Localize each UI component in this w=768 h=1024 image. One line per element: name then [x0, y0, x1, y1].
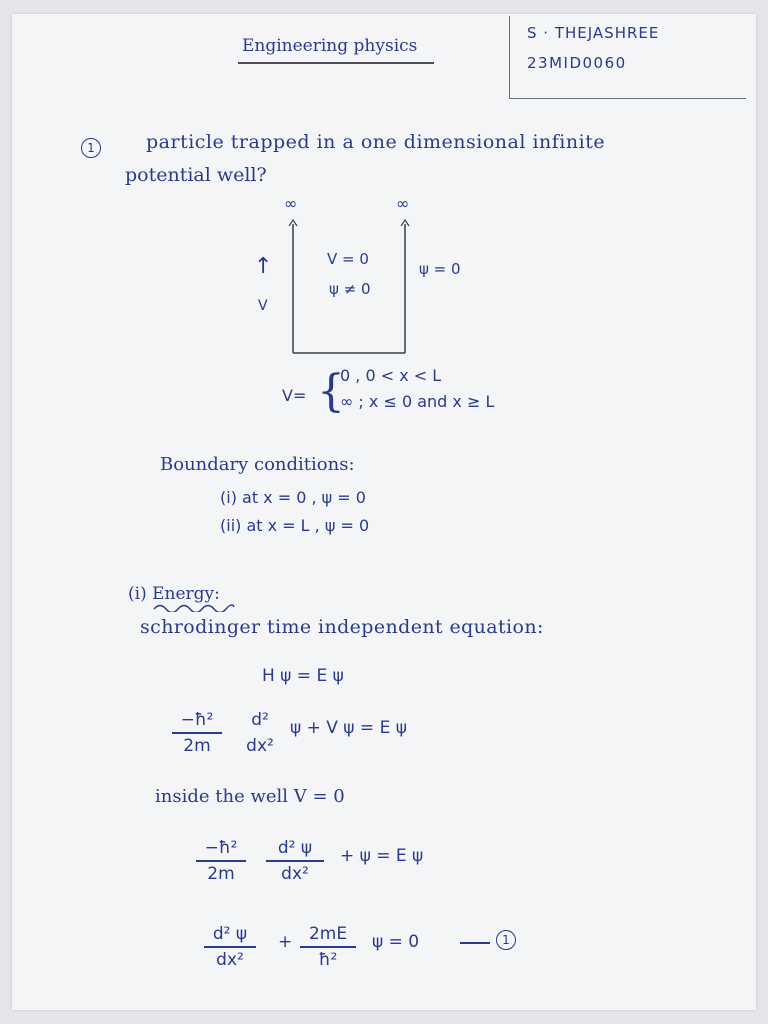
potential-axis-label: V — [258, 298, 268, 314]
fraction-2mE-hbar2: 2mE ħ² — [300, 924, 356, 970]
equation-2-rest: ψ + V ψ = E ψ — [290, 718, 407, 738]
equation-3-rest: + ψ = E ψ — [340, 846, 424, 866]
schrodinger-subheading: schrodinger time independent equation: — [140, 616, 544, 638]
inside-well-statement: inside the well V = 0 — [155, 786, 345, 807]
outside-wavefunction: ψ = 0 — [419, 260, 461, 278]
fraction-second-derivative: d² dx² — [246, 710, 274, 756]
equation-tag-dash — [460, 942, 490, 944]
equation-hamiltonian: H ψ = E ψ — [262, 666, 344, 686]
equation-4-rest: ψ = 0 — [372, 932, 420, 952]
boundary-condition-2: (ii) at x = L , ψ = 0 — [220, 516, 370, 535]
title-underline — [238, 62, 434, 64]
student-name: S · THEJASHREE — [527, 24, 660, 42]
equation-tag: 1 — [496, 930, 516, 950]
fraction-hbar-2m-2: −ħ² 2m — [196, 838, 246, 884]
potential-case-1: 0 , 0 < x < L — [340, 366, 442, 385]
notebook-page — [12, 14, 756, 1010]
potential-case-2: ∞ ; x ≤ 0 and x ≥ L — [340, 392, 495, 411]
energy-wavy-underline — [152, 602, 236, 612]
page-title: Engineering physics — [242, 36, 418, 56]
inside-wavefunction: ψ ≠ 0 — [329, 280, 371, 298]
question-line-1: particle trapped in a one dimensional infinite — [146, 131, 606, 153]
infinity-left: ∞ — [284, 194, 298, 213]
potential-lhs: V= — [282, 386, 307, 405]
fraction-d2psi-dx2: d² ψ dx² — [266, 838, 324, 884]
piecewise-brace: { — [317, 366, 345, 417]
question-number: 1 — [81, 138, 101, 158]
registration-number: 23MID0060 — [527, 54, 627, 72]
boundary-heading: Boundary conditions: — [160, 454, 355, 475]
energy-heading: (i) Energy: — [128, 584, 220, 604]
fraction-hbar-2m: −ħ² 2m — [172, 710, 222, 756]
inside-potential: V = 0 — [327, 250, 369, 268]
boundary-condition-1: (i) at x = 0 , ψ = 0 — [220, 488, 366, 507]
infinity-right: ∞ — [396, 194, 410, 213]
potential-arrow-icon: ↑ — [254, 254, 273, 279]
fraction-d2psi-dx2-2: d² ψ dx² — [204, 924, 256, 970]
equation-4-plus: + — [278, 932, 293, 952]
question-line-2: potential well? — [125, 164, 267, 186]
